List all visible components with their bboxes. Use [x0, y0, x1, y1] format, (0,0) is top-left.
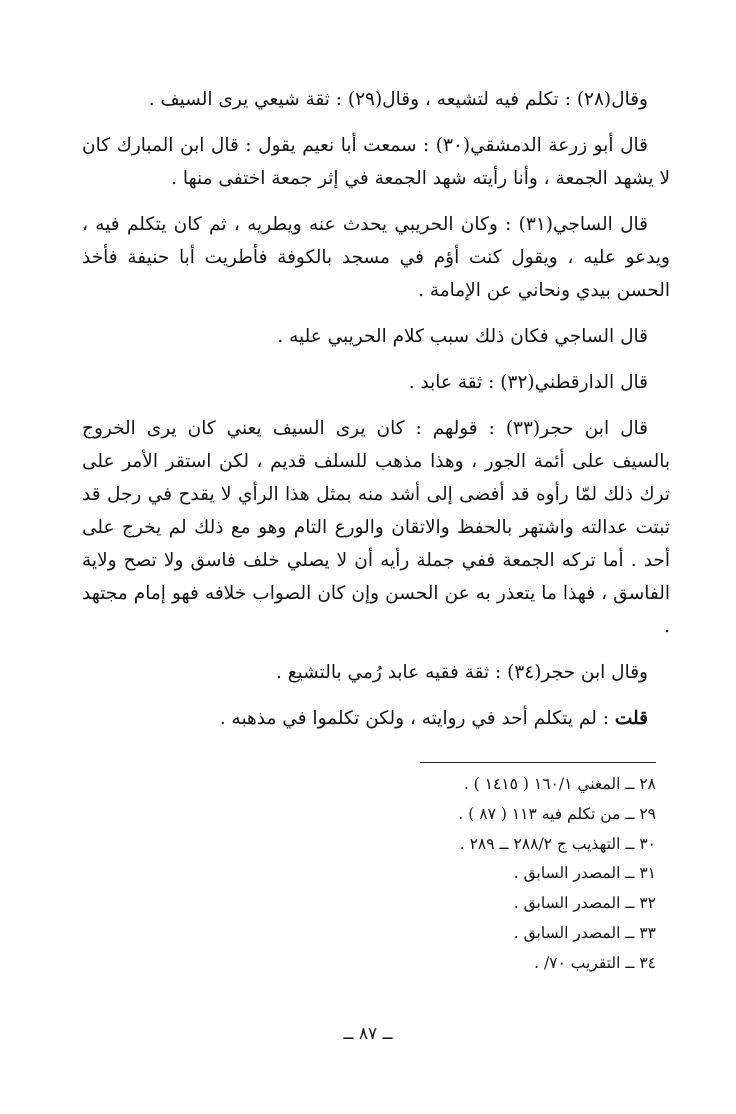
footnote-34: ٣٤ ــ التقريب ٧٠/ . — [534, 953, 656, 972]
footnote-33: ٣٣ ــ المصدر السابق . — [513, 923, 656, 942]
main-text — [82, 83, 670, 748]
footnote-32: ٣٢ ــ المصدر السابق . — [513, 894, 656, 913]
paragraph-7: وقال ابن حجر(٣٤) : ثقة فقيه عابد رُمي بالتشيع . — [275, 662, 648, 683]
page-number: ــ ٨٧ ــ — [343, 1024, 393, 1044]
footnote-30: ٣٠ ــ التهذيب ج ٢٨٨/٢ ــ ٢٨٩ . — [459, 834, 656, 853]
paragraph-2: قال أبو زرعة الدمشقي(٣٠) : سمعت أبا نعيم يقول : قال ابن المبارك كان لا يشهد الجمعة ، وأنا رأيته شهد الجمعة في إثر جمعة اختفى منها . — [82, 135, 670, 189]
footnote-divider — [420, 762, 656, 763]
paragraph-4: قال الساجي فكان ذلك سبب كلام الحريبي عليه . — [277, 326, 648, 347]
footnotes-list — [300, 770, 656, 979]
paragraph-6: قال ابن حجر(٣٣) : قولهم : كان يرى السيف يعني كان يرى الخروج بالسيف على أئمة الجور ، وهذا مذهب للسلف قديم ، لكن استقر الأمر على ترك ذلك لمّا رأوه قد أفضى إلى أشد منه بمثل هذا الرأي لا يقدح في رجل قد ثبتت عدالته واشتهر بالحفظ والاتقان والورع التام وهو مع ذلك لم يخرج على أحد . أما تركه الجمعة ففي جملة رأيه أن لا يصلي خلف فاسق ولا تصح ولاية الفاسق ، فهذا ما يتعذر به عن الحسن وإن كان الصواب خلافه فهو إمام مجتهد . — [82, 418, 670, 637]
footnote-28: ٢٨ ــ المغني ١٦٠/١ ( ١٤١٥ ) . — [463, 775, 656, 793]
final-note — [82, 702, 670, 735]
footnote-29: ٢٩ ــ من تكلم فيه ١١٣ ( ٨٧ ) . — [458, 804, 656, 823]
final-note-label: قلت — [614, 708, 648, 729]
final-note-text: : لم يتكلم أحد في روايته ، ولكن تكلموا في مذهبه . — [219, 708, 615, 729]
paragraph-1: وقال(٢٨) : تكلم فيه لتشيعه ، وقال(٢٩) : ثقة شيعي يرى السيف . — [148, 89, 648, 110]
footnote-31: ٣١ ــ المصدر السابق . — [513, 864, 656, 883]
paragraph-3: قال الساجي(٣١) : وكان الحريبي يحدث عنه ويطريه ، ثم كان يتكلم فيه ، ويدعو عليه ، ويقول كنت أؤم في مسجد بالكوفة فأطريت أبا حنيفة فأخذ الحسن بيدي ونحاني عن الإمامة . — [82, 214, 670, 301]
paragraph-5: قال الدارقطني(٣٢) : ثقة عابد . — [408, 372, 648, 393]
